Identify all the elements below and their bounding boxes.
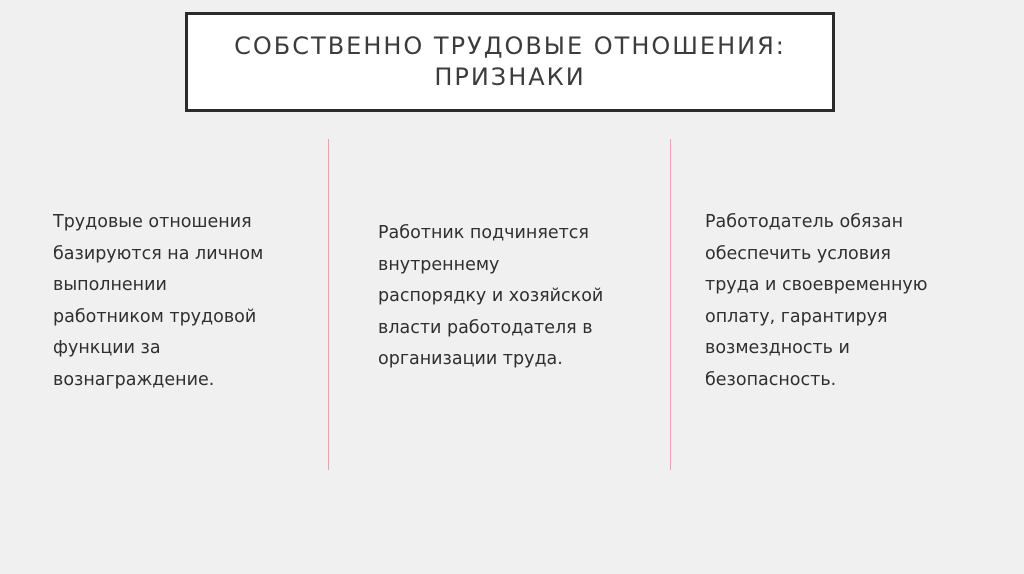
text-line: распорядку и хозяйской [378, 286, 604, 306]
text-line: организации труда. [378, 349, 563, 369]
text-line: возмездность и [705, 338, 850, 358]
text-line: Работник подчиняется [378, 223, 589, 243]
text-line: безопасность. [705, 369, 837, 390]
text-line: Трудовые отношения [53, 212, 252, 232]
slide-title-line-2: ПРИЗНАКИ [434, 63, 586, 91]
column-divider-right [670, 139, 671, 470]
text-line: вознаграждение. [53, 369, 215, 390]
text-line: обеспечить условия [705, 243, 891, 264]
feature-column-subordination [378, 218, 603, 376]
text-line: труда и своевременную [705, 275, 928, 295]
column-divider-left [328, 139, 329, 470]
text-line: выполнении [53, 275, 167, 295]
title-box [185, 12, 835, 112]
text-line: функции за [53, 338, 161, 358]
feature-column-employer-duties [705, 207, 928, 396]
slide-title-line-1: СОБСТВЕННО ТРУДОВЫЕ ОТНОШЕНИЯ: [234, 32, 786, 60]
text-line: Работодатель обязан [705, 212, 904, 232]
text-line: оплату, гарантируя [705, 306, 888, 327]
text-line: внутреннему [378, 254, 500, 275]
text-line: базируются на личном [53, 243, 264, 264]
text-line: работником трудовой [53, 306, 257, 327]
feature-column-personal-performance [53, 207, 263, 396]
text-line: власти работодателя в [378, 317, 593, 338]
